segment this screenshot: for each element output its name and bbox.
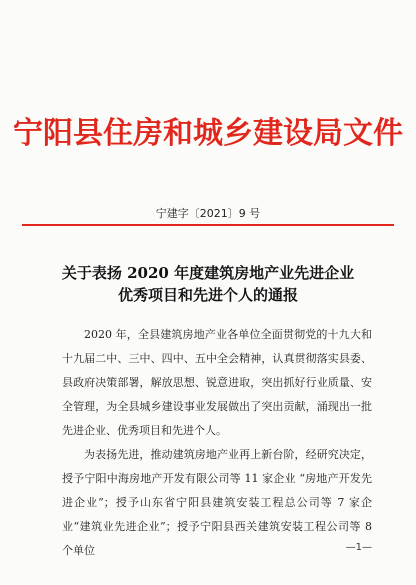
notice-title — [0, 262, 416, 306]
body-paragraph-1: 2020 年，全县建筑房地产业各单位全面贯彻党的十九大和十九届二中、三中、四中、五中全会精神，认真贯彻落实县委、县政府决策部署，解放思想、锐意进取，突出抓好行业质量、安全管理，为全县城乡建设事业发展做出了突出贡献，涌现出一批先进企业、优秀项目和先进个人。 — [62, 328, 372, 437]
body-paragraph-2: 为表扬先进，推动建筑房地产业再上新台阶，经研究决定，授予宁阳中海房地产开发有限公司等 11 家企业 “房地产开发先进企业”；授予山东省宁阳县建筑安装工程总公司等 7 家企业“建筑业先进企业”；授予宁阳县西关建筑安装工程公司等 8 个单位 — [62, 448, 372, 557]
issuing-authority-header: 宁阳县住房和城乡建设局文件 — [13, 116, 403, 151]
page-number: —1— — [345, 542, 372, 553]
red-divider-line — [22, 224, 394, 226]
notice-title-line-2: 优秀项目和先进个人的通报 — [117, 286, 298, 304]
notice-title-line-1: 关于表扬 2020 年度建筑房地产业先进企业 — [61, 264, 355, 282]
document-number: 宁建字〔2021〕9 号 — [155, 207, 261, 220]
notice-body — [62, 323, 372, 563]
